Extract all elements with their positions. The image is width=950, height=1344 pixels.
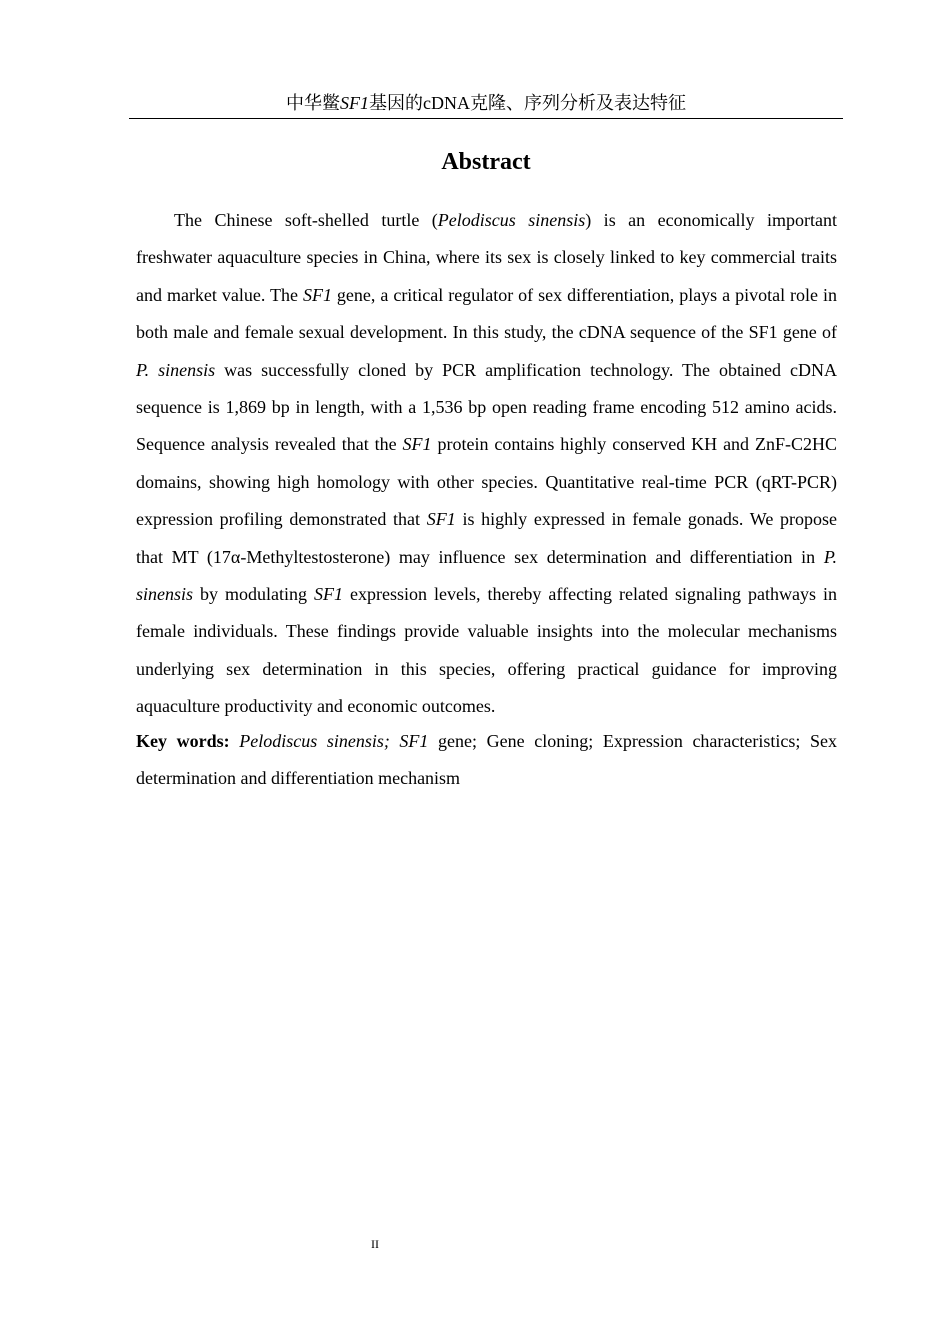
keywords-rest: gene; Gene cloning; Expression characteristics; Sex determination and differentiation mechanism bbox=[136, 731, 837, 789]
keywords-italic-terms: Pelodiscus sinensis; SF1 bbox=[229, 731, 429, 751]
gene-name: SF1 bbox=[302, 284, 332, 305]
abstract-text: protein contains highly conserved KH and ZnF-C2HC domains, showing high homology with other species. Quantitative real-time PCR (qRT-PCR) expression profiling demonstrated that bbox=[136, 434, 837, 530]
abstract-text: was successfully cloned by PCR amplification technology. The obtained cDNA sequence is 1,869 bp in length, with a 1,536 bp open reading frame encoding 512 amino acids. Sequence analysis revealed that the bbox=[136, 359, 837, 455]
abstract-text: is highly expressed in female gonads. We propose that MT (17α-Methyltestosterone) may influence sex determination and differentiation in bbox=[136, 509, 838, 567]
page-number: II bbox=[371, 1237, 379, 1251]
abstract-text: ) is an economically important freshwater aquaculture species in China, where its sex is closely linked to key commercial traits and market value. The bbox=[136, 210, 838, 305]
header-gene-name: SF1 bbox=[340, 93, 369, 113]
keywords-line bbox=[136, 723, 837, 798]
keywords-label: Key words: bbox=[136, 731, 230, 751]
abstract-text: gene, a critical regulator of sex differentiation, plays a pivotal role in both male and female sexual development. In this study, the cDNA sequence of the SF1 gene of bbox=[136, 284, 838, 343]
species-name: Pelodiscus sinensis bbox=[437, 210, 586, 230]
gene-name: SF1 bbox=[402, 434, 432, 455]
abstract-title: Abstract bbox=[441, 149, 531, 175]
header-title-prefix: 中华鳖 bbox=[286, 93, 340, 113]
abstract-paragraph bbox=[136, 202, 837, 726]
abstract-text: The Chinese soft-shelled turtle ( bbox=[174, 210, 438, 230]
species-abbrev: P. sinensis bbox=[136, 359, 216, 380]
gene-name: SF1 bbox=[314, 584, 343, 605]
header-title-suffix: 基因的cDNA克隆、序列分析及表达特征 bbox=[369, 93, 686, 113]
gene-name: SF1 bbox=[426, 509, 456, 530]
running-header bbox=[129, 92, 843, 119]
abstract-text: expression levels, thereby affecting related signaling pathways in female individuals. These findings provide valuable insights into the molecular mechanisms underlying sex determination in this species, offering practical guidance for improving aquaculture productivity and economic outcomes. bbox=[136, 584, 837, 717]
species-abbrev: P. sinensis bbox=[136, 546, 837, 605]
abstract-text: by modulating bbox=[193, 584, 314, 605]
